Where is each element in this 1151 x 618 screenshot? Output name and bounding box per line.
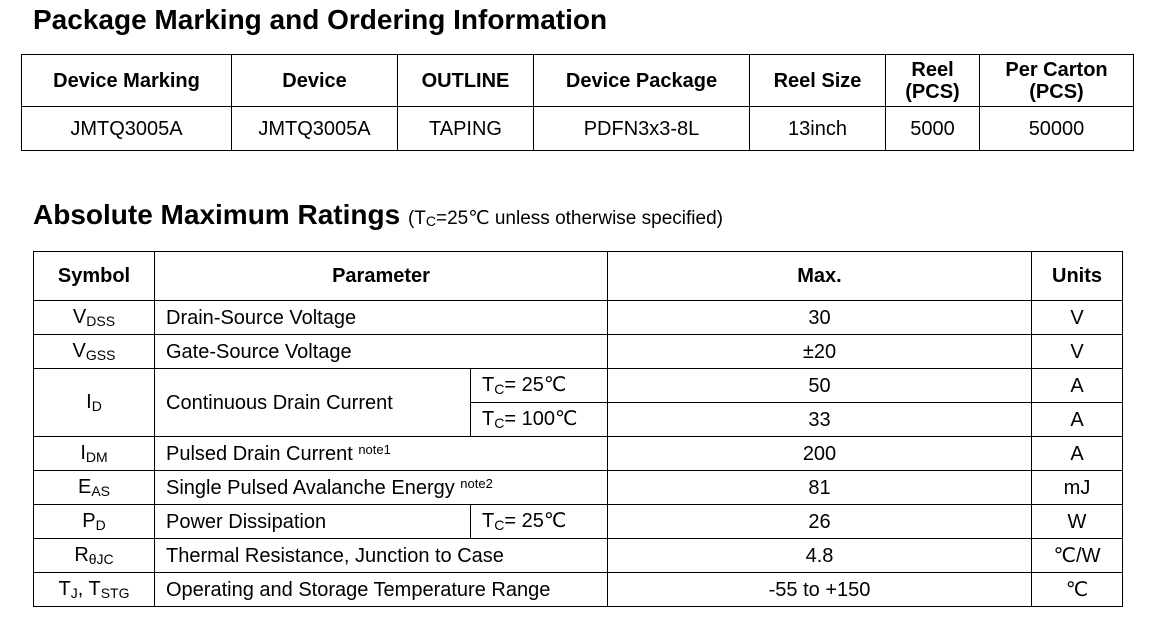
max-cell: 81 xyxy=(608,471,1032,505)
max-cell: 50 xyxy=(608,369,1032,403)
unit-cell: ℃/W xyxy=(1032,539,1123,573)
parameter-cell: Drain-Source Voltage xyxy=(155,301,608,335)
symbol-sub: AS xyxy=(91,482,111,499)
cell-outline: TAPING xyxy=(398,107,534,151)
condition-cell xyxy=(471,505,608,539)
symbol-cell xyxy=(34,505,155,539)
cell-reel-pcs: 5000 xyxy=(886,107,980,151)
cell-per-carton: 50000 xyxy=(980,107,1134,151)
ratings-table xyxy=(33,251,1123,607)
symbol-main: E xyxy=(77,475,92,498)
note-sub: C xyxy=(425,213,437,229)
header-symbol: Symbol xyxy=(34,252,155,301)
symbol-main: P xyxy=(82,509,96,532)
ratings-title-text: Absolute Maximum Ratings xyxy=(33,199,401,230)
table-row xyxy=(34,539,1123,573)
cond-pre: T xyxy=(482,509,495,532)
cond-pre: T xyxy=(482,407,495,430)
table-header-row xyxy=(22,55,1134,107)
cell-device-package: PDFN3x3-8L xyxy=(534,107,750,151)
ratings-condition-note xyxy=(408,208,723,229)
note-ref: note1 xyxy=(358,441,391,457)
symbol-cell xyxy=(34,301,155,335)
note-post: =25℃ unless otherwise specified) xyxy=(436,208,723,229)
unit-cell: W xyxy=(1032,505,1123,539)
note-pre: (T xyxy=(407,208,426,229)
table-row xyxy=(34,505,1123,539)
table-row xyxy=(34,471,1123,505)
table-row xyxy=(34,573,1123,607)
table-row xyxy=(34,335,1123,369)
symbol-main: V xyxy=(72,339,86,362)
max-cell: -55 to +150 xyxy=(608,573,1032,607)
table-header-row xyxy=(34,252,1123,301)
header-reel-size: Reel Size xyxy=(750,55,886,107)
parameter-cell: Power Dissipation xyxy=(155,505,471,539)
symbol-main: R xyxy=(74,543,89,566)
symbol-main: I xyxy=(80,441,86,464)
symbol-sub: D xyxy=(91,397,102,414)
header-device-marking: Device Marking xyxy=(22,55,232,107)
symbol-cell xyxy=(34,369,155,437)
unit-cell: A xyxy=(1032,437,1123,471)
symbol-sub: DM xyxy=(85,448,108,465)
symbol-sub: DSS xyxy=(86,312,116,329)
symbol-sub: θJC xyxy=(88,550,114,567)
header-reel-pcs: Reel (PCS) xyxy=(886,55,980,107)
header-per-carton: Per Carton (PCS) xyxy=(980,55,1134,107)
header-outline: OUTLINE xyxy=(398,55,534,107)
header-parameter: Parameter xyxy=(155,252,608,301)
max-cell: 26 xyxy=(608,505,1032,539)
table-row xyxy=(34,437,1123,471)
cond-post: = 25℃ xyxy=(504,373,567,396)
parameter-cell: Continuous Drain Current xyxy=(155,369,471,437)
table-row xyxy=(34,369,1123,403)
unit-cell: A xyxy=(1032,403,1123,437)
parameter-cell: Operating and Storage Temperature Range xyxy=(155,573,608,607)
symbol-separator: , xyxy=(77,577,89,600)
unit-cell: A xyxy=(1032,369,1123,403)
header-units: Units xyxy=(1032,252,1123,301)
symbol-cell xyxy=(34,471,155,505)
cell-device: JMTQ3005A xyxy=(232,107,398,151)
header-device-package: Device Package xyxy=(534,55,750,107)
symbol-sub: GSS xyxy=(85,346,116,363)
unit-cell: ℃ xyxy=(1032,573,1123,607)
cond-pre: T xyxy=(482,373,495,396)
parameter-text: Single Pulsed Avalanche Energy xyxy=(166,476,455,499)
symbol-main: V xyxy=(72,305,87,328)
cell-device-marking: JMTQ3005A xyxy=(22,107,232,151)
table-row xyxy=(22,107,1134,151)
cond-sub: C xyxy=(494,380,505,397)
symbol-cell xyxy=(34,573,155,607)
unit-cell: V xyxy=(1032,301,1123,335)
symbol-sub: J xyxy=(70,584,78,601)
condition-cell xyxy=(471,403,608,437)
ordering-table xyxy=(21,54,1134,151)
symbol-cell xyxy=(34,539,155,573)
max-cell: 200 xyxy=(608,437,1032,471)
max-cell: 33 xyxy=(608,403,1032,437)
symbol-main: T xyxy=(88,577,101,600)
symbol-main: T xyxy=(58,577,71,600)
parameter-cell xyxy=(155,437,608,471)
parameter-cell: Gate-Source Voltage xyxy=(155,335,608,369)
unit-cell: mJ xyxy=(1032,471,1123,505)
symbol-sub: STG xyxy=(100,584,130,601)
symbol-main: I xyxy=(86,390,92,413)
parameter-text: Pulsed Drain Current xyxy=(166,442,353,465)
symbol-sub: D xyxy=(95,516,106,533)
header-max: Max. xyxy=(608,252,1032,301)
max-cell: ±20 xyxy=(608,335,1032,369)
max-cell: 4.8 xyxy=(608,539,1032,573)
condition-cell xyxy=(471,369,608,403)
unit-cell: V xyxy=(1032,335,1123,369)
symbol-cell xyxy=(34,437,155,471)
max-cell: 30 xyxy=(608,301,1032,335)
parameter-cell xyxy=(155,471,608,505)
header-device: Device xyxy=(232,55,398,107)
cond-sub: C xyxy=(494,516,505,533)
symbol-cell xyxy=(34,335,155,369)
order-section-title: Package Marking and Ordering Information xyxy=(33,4,608,35)
cond-sub: C xyxy=(494,414,505,431)
note-ref: note2 xyxy=(460,475,493,491)
table-row xyxy=(34,301,1123,335)
cell-reel-size: 13inch xyxy=(750,107,886,151)
ratings-section-title xyxy=(33,199,723,231)
parameter-cell: Thermal Resistance, Junction to Case xyxy=(155,539,608,573)
cond-post: = 25℃ xyxy=(504,509,567,532)
cond-post: = 100℃ xyxy=(504,407,578,430)
